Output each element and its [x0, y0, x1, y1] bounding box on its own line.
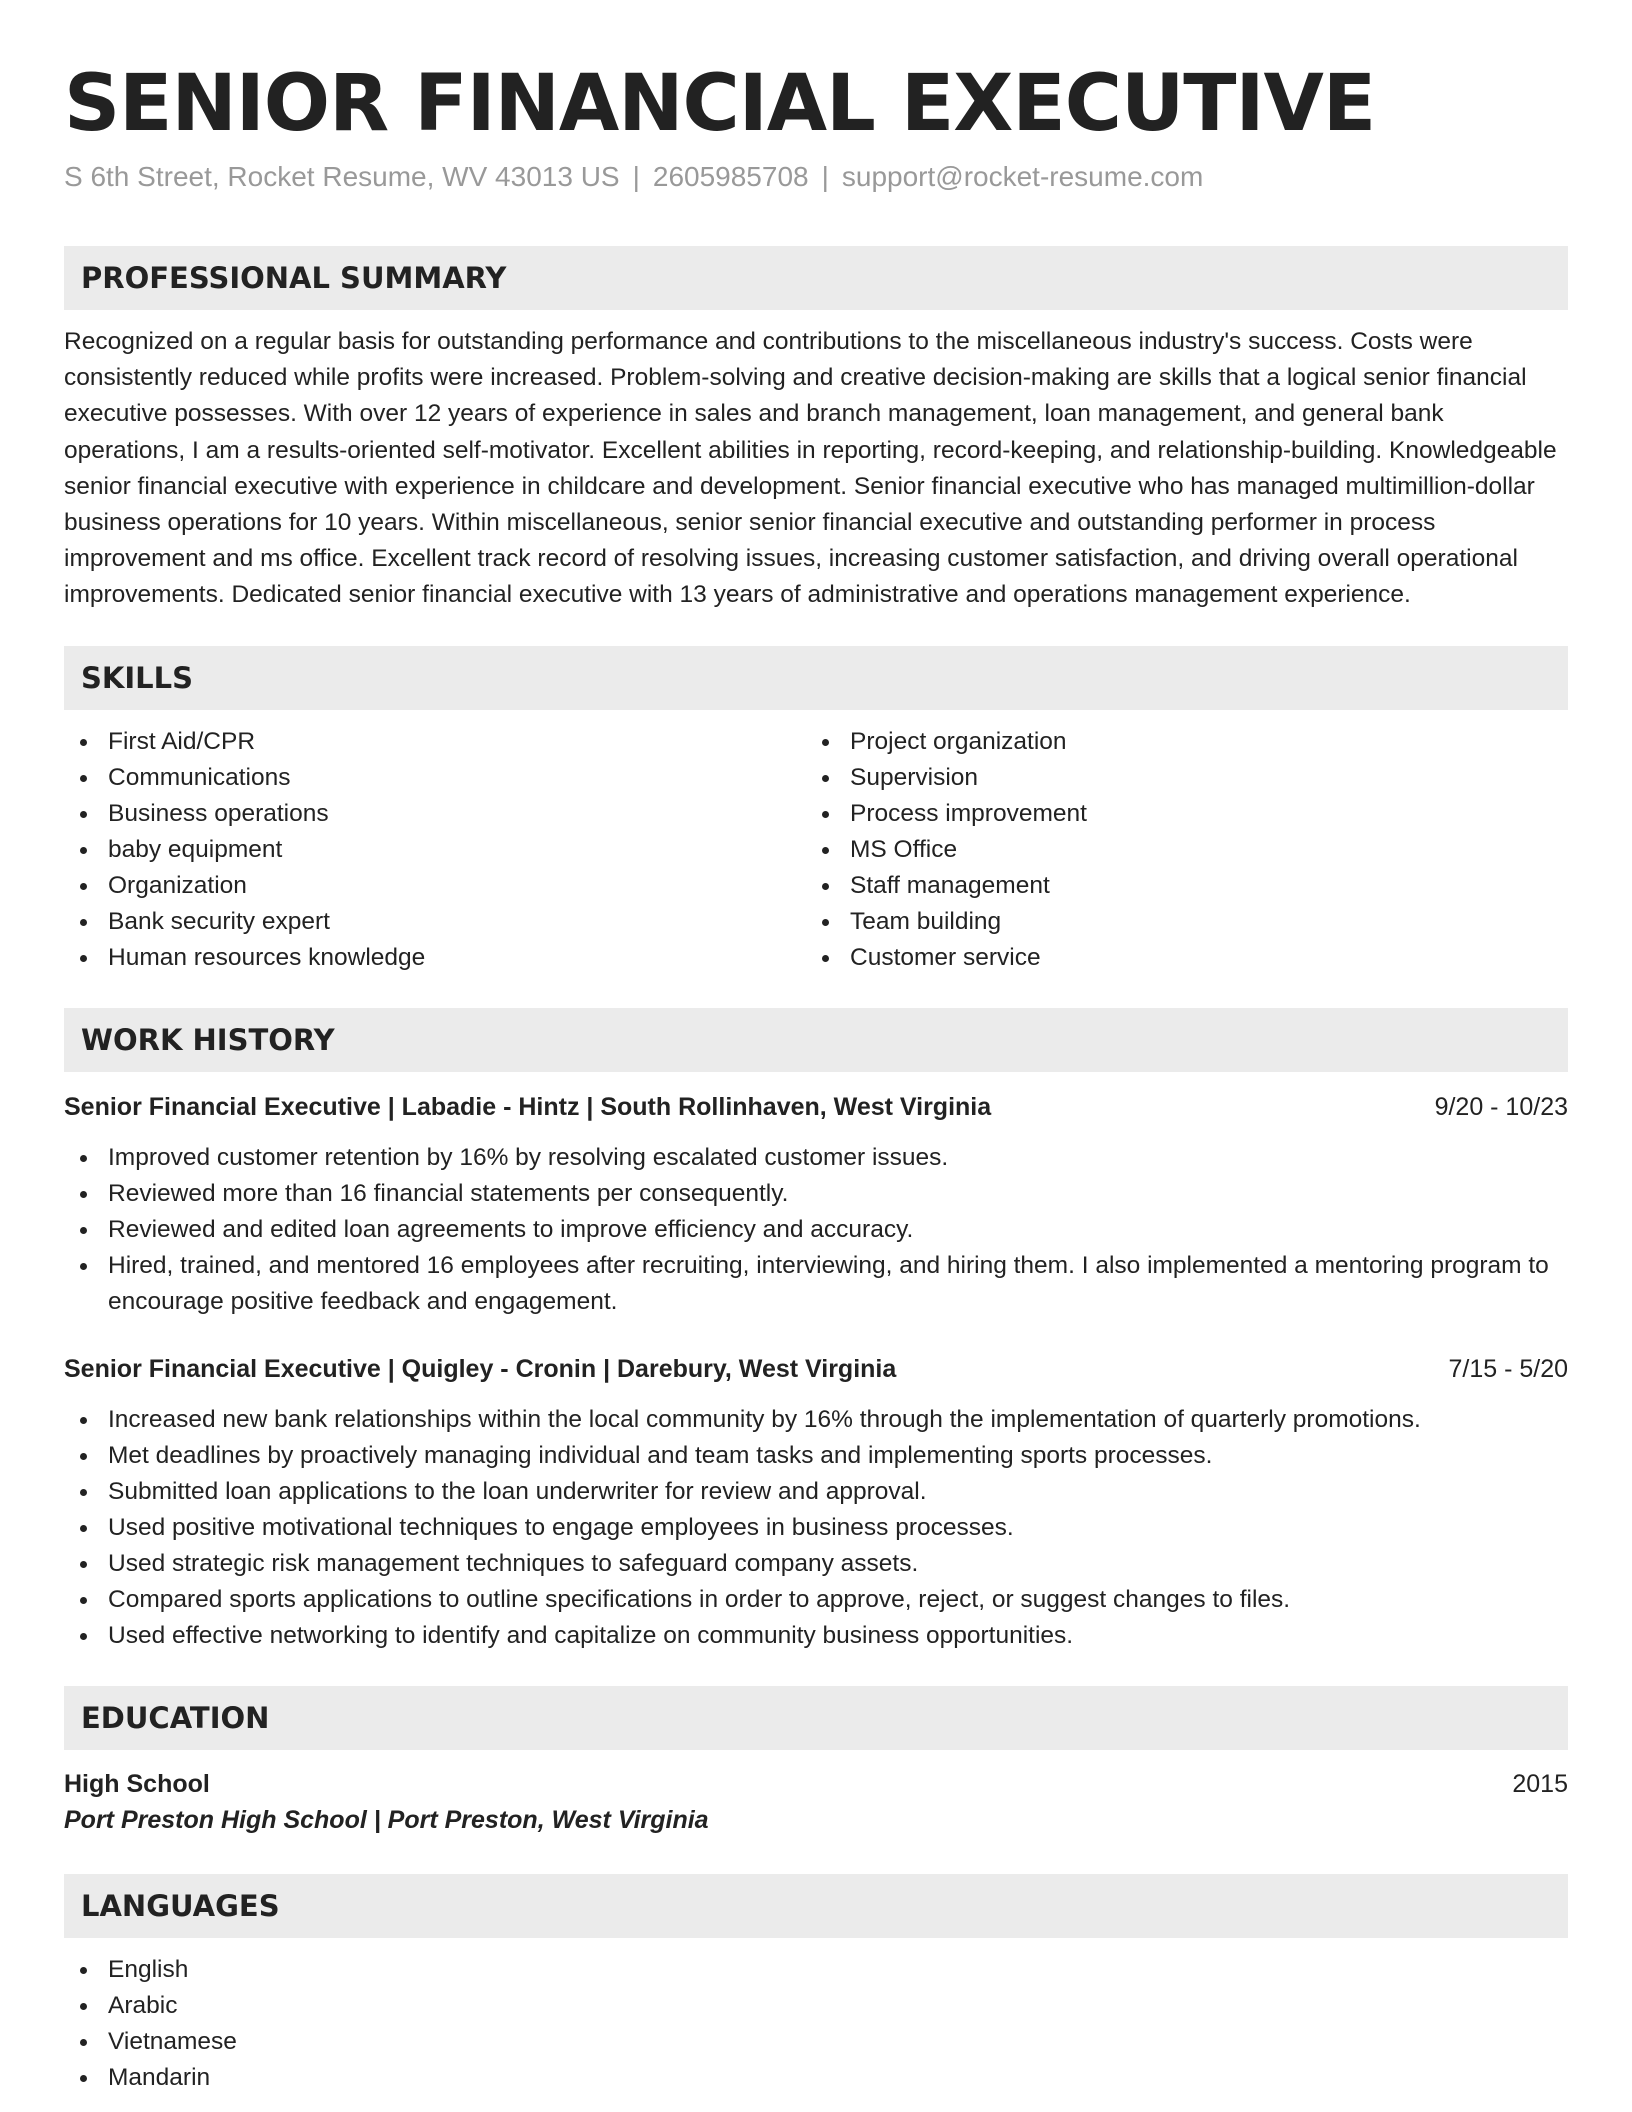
skill-item: Supervision: [806, 760, 1548, 796]
education-school: Port Preston High School | Port Preston, West Virginia: [64, 1805, 709, 1834]
section-heading-languages: LANGUAGES: [64, 1874, 1568, 1938]
skills-list-left: [64, 724, 806, 976]
job-dates: 9/20 - 10/23: [1434, 1092, 1568, 1121]
job-bullet: Hired, trained, and mentored 16 employees after recruiting, interviewing, and hiring them. I also implemented a mentoring program to encourage positive feedback and engagement.: [64, 1248, 1568, 1320]
job-title: Senior Financial Executive | Quigley - Cronin | Darebury, West Virginia: [64, 1354, 897, 1383]
skill-item: Business operations: [64, 796, 806, 832]
skill-item: Organization: [64, 868, 806, 904]
education-year: 2015: [1512, 1769, 1568, 1798]
job-bullet: Reviewed more than 16 financial statements per consequently.: [64, 1176, 1568, 1212]
job-bullet: Improved customer retention by 16% by resolving escalated customer issues.: [64, 1140, 1568, 1176]
contact-separator: |: [632, 161, 640, 192]
skill-item: First Aid/CPR: [64, 724, 806, 760]
language-item: Vietnamese: [64, 2024, 1568, 2060]
skills-columns: [64, 724, 1568, 976]
contact-address: S 6th Street, Rocket Resume, WV 43013 US: [64, 161, 620, 192]
job-bullet: Met deadlines by proactively managing individual and team tasks and implementing sports processes.: [64, 1438, 1568, 1474]
language-item: Arabic: [64, 1988, 1568, 2024]
section-heading-work: WORK HISTORY: [64, 1008, 1568, 1072]
job-header: [64, 1090, 1568, 1124]
job-bullet: Used positive motivational techniques to engage employees in business processes.: [64, 1510, 1568, 1546]
language-item: Mandarin: [64, 2060, 1568, 2096]
skill-item: Project organization: [806, 724, 1548, 760]
job-bullet: Compared sports applications to outline specifications in order to approve, reject, or suggest changes to files.: [64, 1582, 1568, 1618]
job-bullet: Increased new bank relationships within the local community by 16% through the implementation of quarterly promotions.: [64, 1402, 1568, 1438]
job-bullets: [64, 1140, 1568, 1320]
education-degree: High School: [64, 1769, 210, 1798]
languages-list: [64, 1952, 1568, 2096]
contact-separator: |: [821, 161, 829, 192]
job-bullet: Used strategic risk management techniques to safeguard company assets.: [64, 1546, 1568, 1582]
section-heading-skills: SKILLS: [64, 646, 1568, 710]
job-entry: [64, 1090, 1568, 1320]
contact-phone: 2605985708: [652, 161, 809, 192]
skills-list-right: [806, 724, 1548, 976]
skill-item: baby equipment: [64, 832, 806, 868]
section-heading-education: EDUCATION: [64, 1686, 1568, 1750]
job-bullet: Submitted loan applications to the loan underwriter for review and approval.: [64, 1474, 1568, 1510]
education-header: [64, 1766, 1568, 1802]
job-bullet: Reviewed and edited loan agreements to improve efficiency and accuracy.: [64, 1212, 1568, 1248]
skill-item: Team building: [806, 904, 1548, 940]
skill-item: Process improvement: [806, 796, 1548, 832]
job-dates: 7/15 - 5/20: [1448, 1354, 1568, 1383]
skill-item: Staff management: [806, 868, 1548, 904]
job-entry: [64, 1352, 1568, 1654]
summary-text: Recognized on a regular basis for outstanding performance and contributions to the miscellaneous industry's success. Costs were consistently reduced while profits were increased. Problem-solving and creative decision-making are skills that a logical senior financial executive possesses. With over 12 years of experience in sales and branch management, loan management, and general bank operations, I am a results-oriented self-motivator. Excellent abilities in reporting, record-keeping, and relationship-building. Knowledgeable senior financial executive with experience in childcare and development. Senior financial executive who has managed multimillion-dollar business operations for 10 years. Within miscellaneous, senior senior financial executive and outstanding performer in process improvement and ms office. Excellent track record of resolving issues, increasing customer satisfaction, and driving overall operational improvements. Dedicated senior financial executive with 13 years of administrative and operations management experience.: [64, 328, 1557, 609]
job-bullets: [64, 1402, 1568, 1654]
skill-item: Customer service: [806, 940, 1548, 976]
skill-item: MS Office: [806, 832, 1548, 868]
job-title: Senior Financial Executive | Labadie - Hintz | South Rollinhaven, West Virginia: [64, 1092, 992, 1121]
resume-name: SENIOR FINANCIAL EXECUTIVE: [64, 59, 1376, 149]
job-header: [64, 1352, 1568, 1386]
contact-email[interactable]: support@rocket-resume.com: [841, 161, 1204, 192]
skill-item: Human resources knowledge: [64, 940, 806, 976]
section-heading-summary: PROFESSIONAL SUMMARY: [64, 246, 1568, 310]
job-bullet: Used effective networking to identify and capitalize on community business opportunities.: [64, 1618, 1568, 1654]
contact-line: [64, 160, 1568, 194]
language-item: English: [64, 1952, 1568, 1988]
skill-item: Bank security expert: [64, 904, 806, 940]
skill-item: Communications: [64, 760, 806, 796]
